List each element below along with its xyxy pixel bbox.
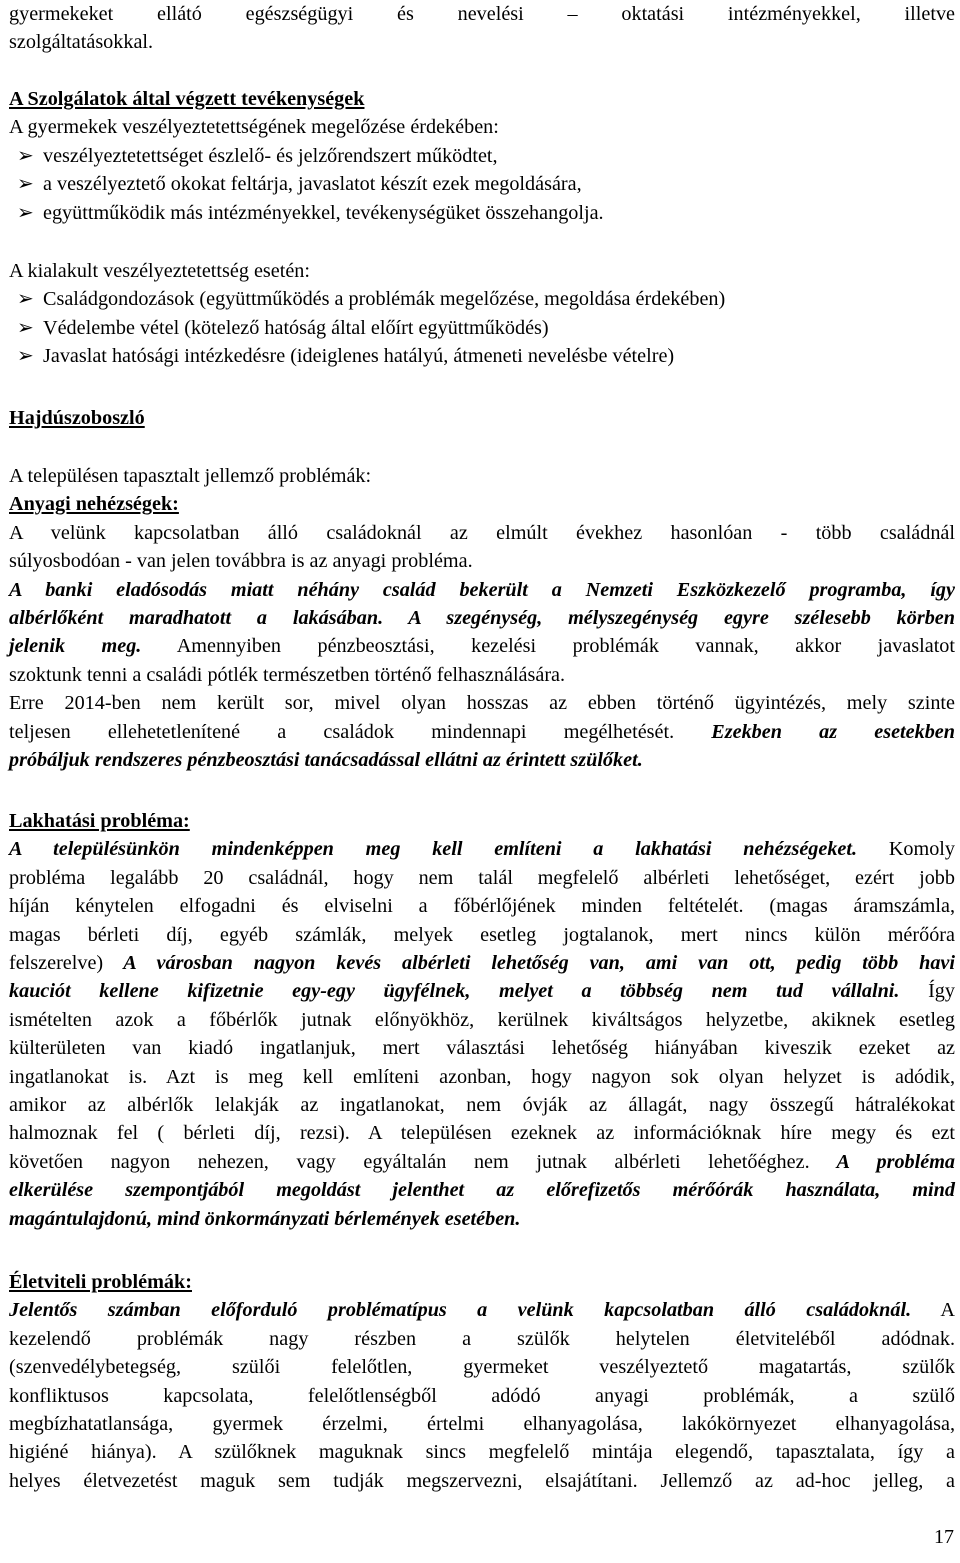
text-line: A kialakult veszélyeztetettség esetén: — [9, 260, 311, 282]
list-item — [9, 285, 955, 313]
emphasis-text: kauciót kellene kifizetnie egy-egy ügyfélnek, melyet a többség nem tud vállalni. — [9, 980, 900, 1003]
text-line — [9, 835, 955, 863]
text-line: halmoznak fel ( bérleti díj, rezsi). A településen ezeknek az információknak híre megy és ezt — [9, 1122, 955, 1145]
text-line — [9, 604, 955, 632]
text-line: kezelendő problémák nagy részben a szülők helytelen életviteléből adódnak. — [9, 1327, 955, 1350]
emphasis-text: jelenik meg. — [9, 635, 142, 658]
list-item-text: Javaslat hatósági intézkedésre (ideiglenes hatályú, átmeneti nevelésbe vételre) — [43, 345, 675, 368]
text-line: amikor az albérlők lelakják az ingatlanokat, nem óvják az állagát, nagy összegű hátralékokat — [9, 1094, 955, 1117]
text-line: A településen tapasztalt jellemző problémák: — [9, 465, 372, 487]
arrow-bullet-icon: ➢ — [17, 345, 34, 368]
text-line: súlyosbodóan - van jelen továbbra is az anyagi probléma. — [9, 550, 473, 573]
intro-paragraph — [9, 0, 955, 57]
arrow-bullet-icon: ➢ — [17, 201, 34, 224]
list-item — [9, 199, 955, 227]
text-line: megbízhatatlansága, gyermek érzelmi, értelmi elhanyagolása, lakókörnyezet elhanyagolása, — [9, 1413, 955, 1436]
plain-text: Komoly — [857, 838, 956, 861]
emphasis-text: albérlőként maradhatott a lakásában. — [9, 607, 384, 630]
text-line: elkerülése szempontjából megoldást jelenthet az előrefizetős mérőórák használata, mind — [9, 1179, 955, 1202]
text-line: szolgáltatásokkal. — [9, 31, 154, 54]
arrow-bullet-icon: ➢ — [17, 316, 34, 339]
list-item — [9, 342, 955, 370]
text-line: Erre 2014-ben nem került sor, mivel olyan hosszas az ebben történő ügyintézés, mely szinte — [9, 692, 955, 715]
emphasis-text: A városban nagyon kevés albérleti lehetőség van, ami van ott, pedig több havi — [103, 952, 955, 975]
plain-text: A — [911, 1299, 956, 1322]
text-line: magántulajdonú, mind önkormányzati bérlemények esetében. — [9, 1207, 521, 1230]
material-section — [9, 462, 955, 774]
list-item-text: Családgondozások (együttműködés a problémák megelőzése, megoldása érdekében) — [43, 288, 726, 311]
lifestyle-section — [9, 1268, 955, 1495]
text-line — [9, 632, 955, 660]
subsection-heading: Életviteli problémák: — [9, 1271, 192, 1293]
list-item-text: a veszélyeztető okokat feltárja, javaslatot készít ezek megoldására, — [43, 173, 582, 196]
text-line — [9, 949, 955, 977]
list-item-text: veszélyeztetettséget észlelő- és jelzőrendszert működtet, — [43, 144, 498, 167]
text-line: A velünk kapcsolatban álló családoknál az elmúlt évekhez hasonlóan - több családnál — [9, 521, 955, 544]
text-line: helyes életvezetést maguk sem tudják megszervezni, elsajátítani. Jellemző az ad-hoc jelleg, a — [9, 1469, 955, 1492]
emphasis-text: A probléma — [809, 1150, 955, 1173]
housing-section — [9, 807, 955, 1233]
text-line: szoktunk tenni a családi pótlék természetben történő felhasználására. — [9, 663, 566, 686]
text-line — [9, 1296, 955, 1324]
town-heading: Hajdúszoboszló — [9, 407, 145, 429]
list-item-text: Védelembe vétel (kötelező hatóság által előírt együttműködés) — [43, 316, 549, 339]
text-line: A gyermekek veszélyeztetettségének megelőzése érdekében: — [9, 116, 499, 139]
emphasis-text: Jelentős számban előforduló problématípus a velünk kapcsolatban álló családoknál. — [9, 1299, 912, 1322]
plain-text: teljesen ellehetetlenítené a családok mindennapi megélhetését. — [9, 720, 675, 743]
text-line: gyermekeket ellátó egészségügyi és nevelési – oktatási intézményekkel, illetve — [9, 3, 955, 25]
text-line — [9, 1148, 955, 1176]
list-item — [9, 314, 955, 342]
section-heading: A Szolgálatok által végzett tevékenységek — [9, 88, 365, 110]
services-section — [9, 85, 955, 227]
emphasis-text: A településünkön mindenképpen meg kell említeni a lakhatási nehézségeket. — [9, 838, 858, 861]
text-line: higiéné hiánya). A szülőknek maguknak sincs megfelelő mintája elegendő, tapasztalata, így a — [9, 1441, 955, 1464]
page-number: 17 — [934, 1526, 954, 1548]
text-line: probléma legalább 20 családnál, hogy nem talál megfelelő albérleti lehetőséget, ezért jobb — [9, 866, 955, 889]
text-line — [9, 977, 955, 1005]
list-item-text: együttműködik más intézményekkel, tevékenységüket összehangolja. — [43, 201, 604, 224]
subsection-heading: Anyagi nehézségek: — [9, 493, 179, 516]
plain-text: felszerelve) — [9, 952, 104, 975]
text-line: külterületen van kiadó ingatlanjuk, mert választási lehetőség hiányában kiveszik ezeket az — [9, 1037, 955, 1060]
text-line: konfliktusos kapcsolata, felelőtlenségből adódó anyagi problémák, a szülő — [9, 1384, 955, 1407]
plain-text: Így — [899, 980, 955, 1003]
text-line: ismételten azok a főbérlők jutnak előnyökhöz, kerülnek kiváltságos helyzetbe, akiknek esetleg — [9, 1008, 955, 1031]
emphasis-text: Ezekben az esetekben — [674, 720, 955, 743]
plain-text: követően nagyon nehezen, vagy egyáltalán nem jutnak albérleti lehetőéghez. — [9, 1150, 810, 1173]
list-item — [9, 170, 955, 198]
subsection-heading: Lakhatási probléma: — [9, 810, 190, 832]
text-line: magas bérleti díj, egyéb számlák, melyek esetleg jogtalanok, mert nincs külön mérőóra — [9, 923, 955, 946]
plain-text: Amennyiben pénzbeosztási, kezelési problémák vannak, akkor javaslatot — [141, 635, 956, 658]
emphasis-text: A szegénység, mélyszegénység egyre szélesebb körben — [383, 607, 955, 630]
text-line — [9, 718, 955, 746]
arrow-bullet-icon: ➢ — [17, 288, 34, 311]
text-line: A banki eladósodás miatt néhány család bekerült a Nemzeti Eszközkezelő programba, így — [9, 578, 955, 601]
arrow-bullet-icon: ➢ — [17, 144, 34, 167]
text-line: ingatlanokat is. Azt is meg kell említeni azonban, hogy nagyon sok olyan helyzet is adódik, — [9, 1065, 955, 1088]
text-line: híján kénytelen elfogadni és elviselni a főbérlőjének minden feltételét. (magas áramszámla, — [9, 895, 955, 918]
text-line: próbáljuk rendszeres pénzbeosztási tanácsadással ellátni az érintett szülőket. — [9, 749, 643, 772]
town-section — [9, 404, 955, 432]
endangerment-section — [9, 257, 955, 371]
text-line: (szenvedélybetegség, szülői felelőtlen, gyermeket veszélyeztető magatartás, szülők — [9, 1356, 955, 1379]
list-item — [9, 142, 955, 170]
arrow-bullet-icon: ➢ — [17, 173, 34, 196]
